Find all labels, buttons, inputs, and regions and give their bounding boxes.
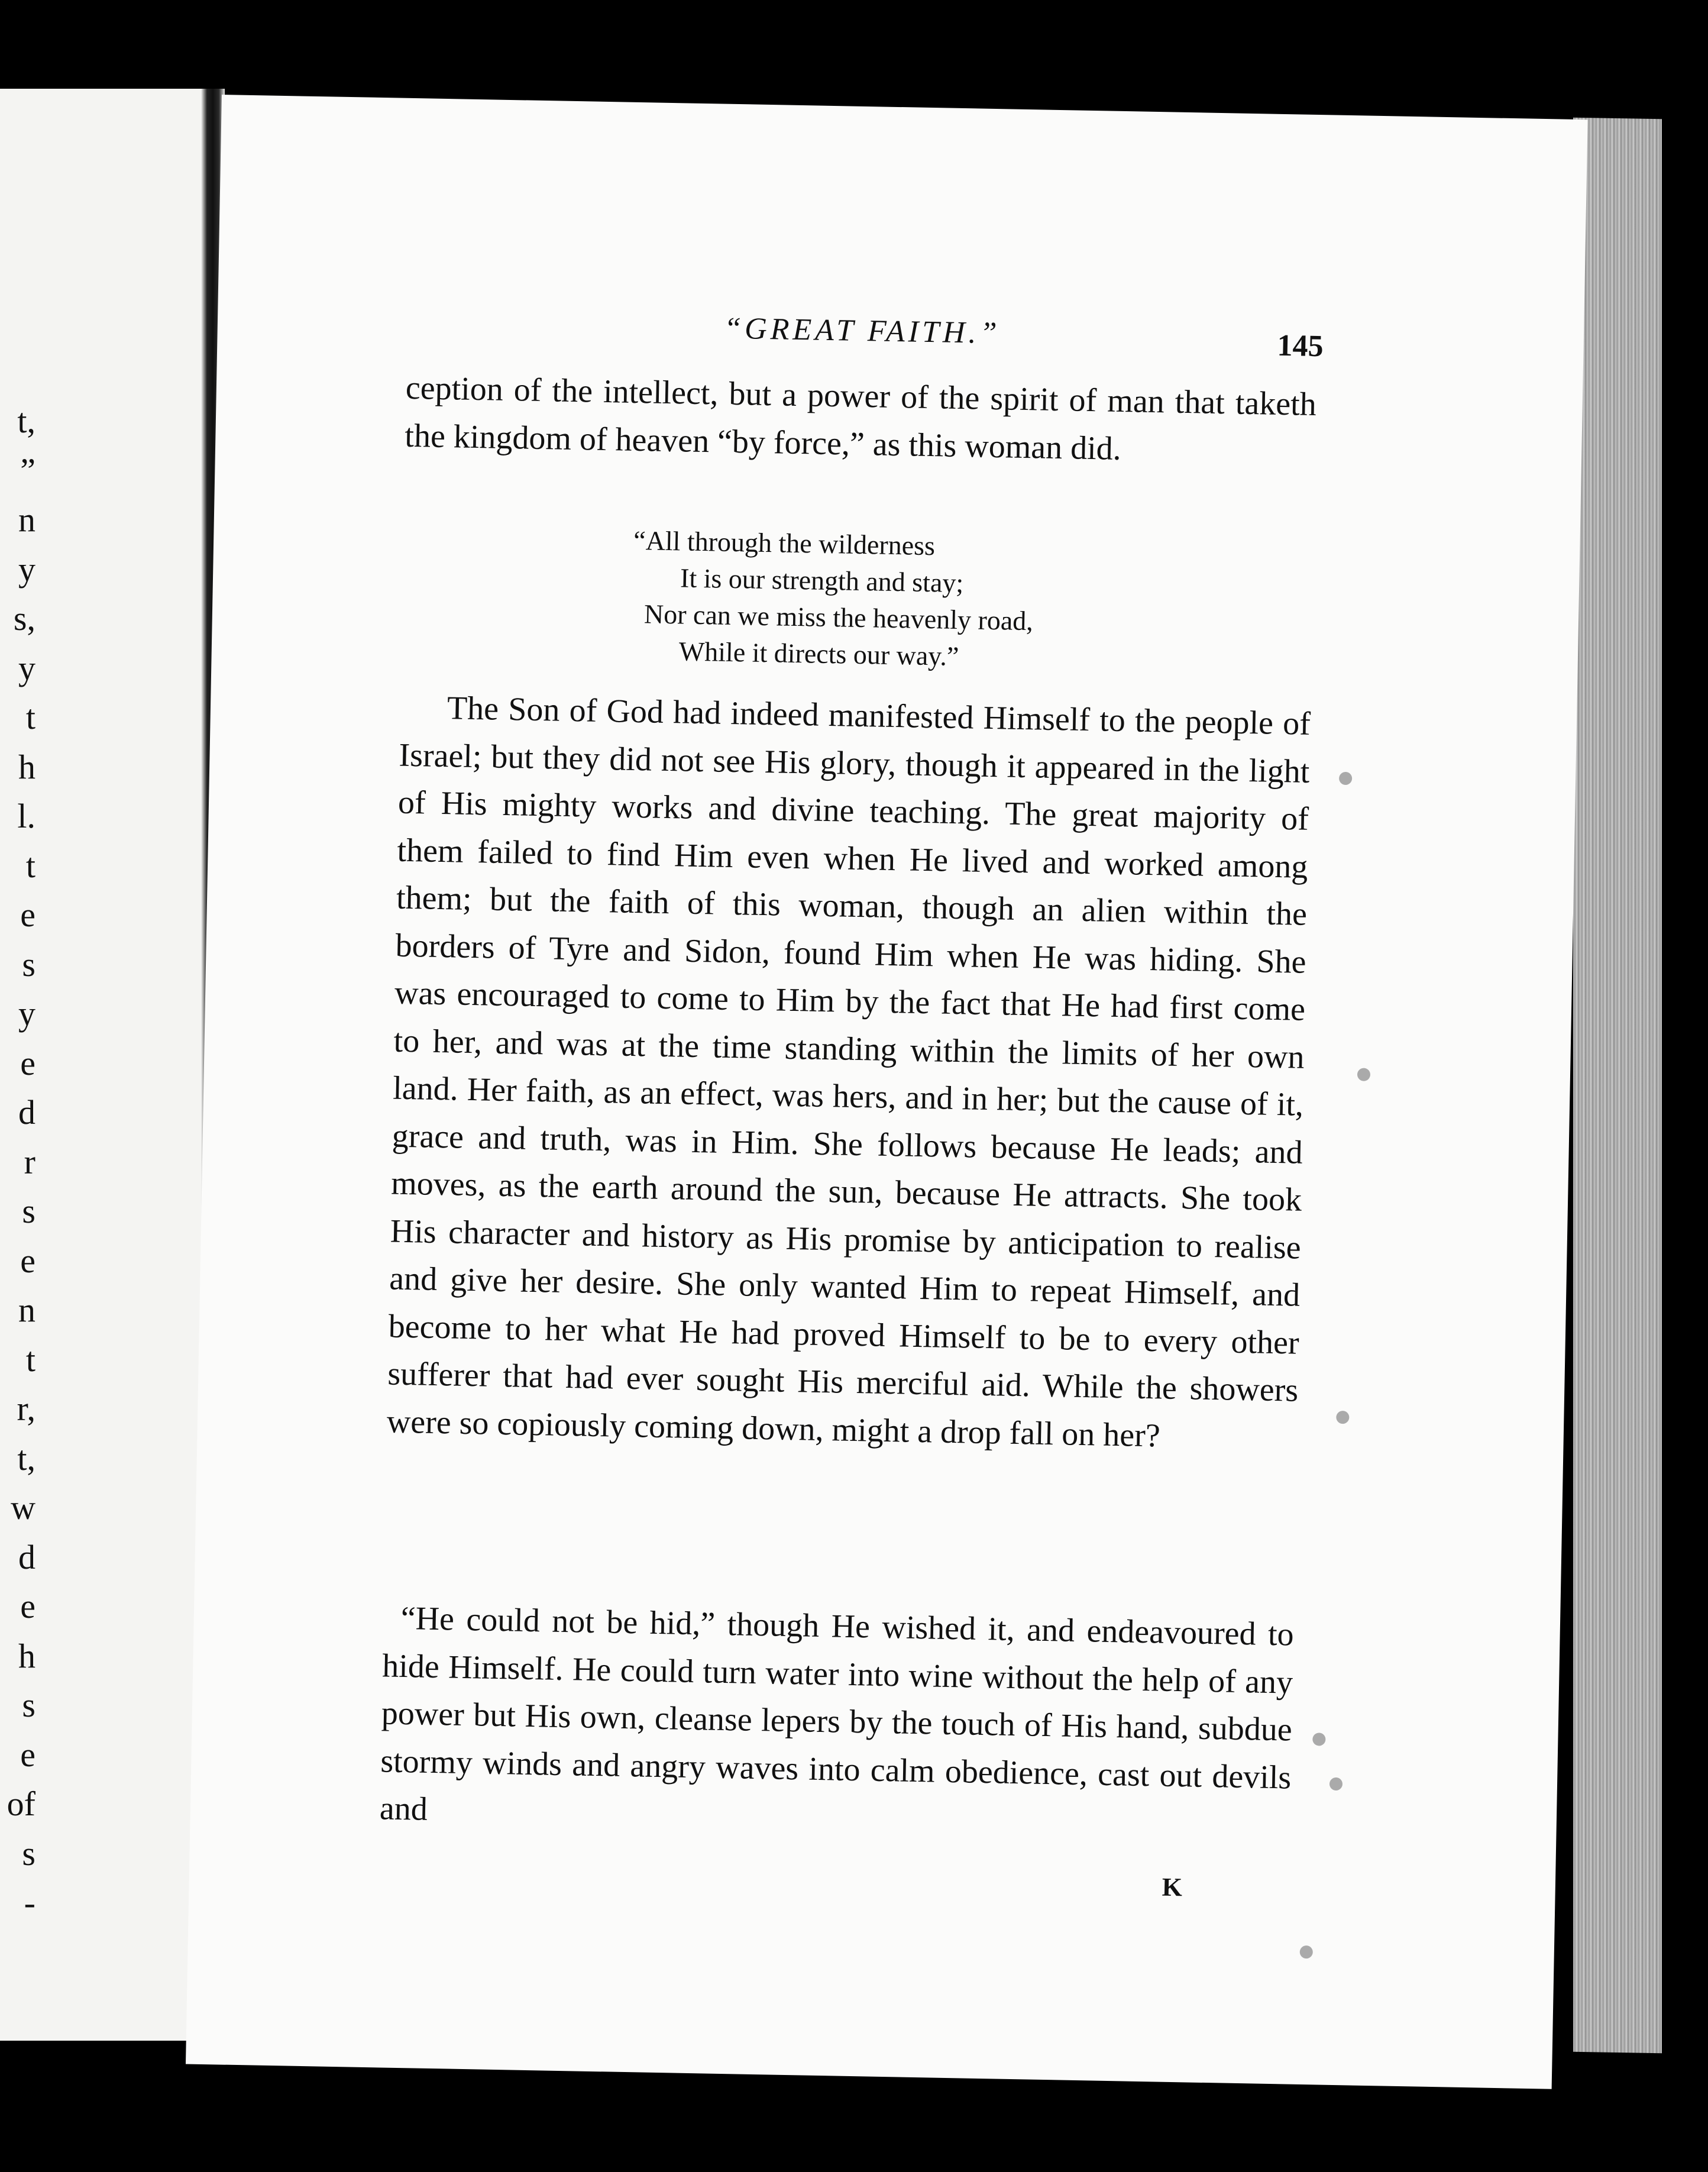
left-edge-fragment: t bbox=[25, 698, 35, 736]
poem-line-3: Nor can we miss the heavenly road, bbox=[643, 599, 1034, 636]
left-edge-fragment: ” bbox=[20, 451, 35, 490]
page-edges bbox=[1573, 118, 1662, 2054]
right-page bbox=[186, 95, 1588, 2089]
left-edge-fragment: w bbox=[11, 1488, 35, 1527]
scan-speck bbox=[1300, 1945, 1313, 1958]
poem-line-4: While it directs our way.” bbox=[678, 636, 959, 671]
left-edge-fragment: s bbox=[22, 1686, 35, 1724]
left-edge-fragment: s bbox=[22, 945, 35, 984]
running-head bbox=[406, 305, 1324, 369]
left-edge-fragment: e bbox=[20, 896, 35, 934]
left-edge-fragment: n bbox=[18, 500, 35, 539]
left-edge-fragment: e bbox=[20, 1241, 35, 1280]
page-number: 145 bbox=[1277, 328, 1324, 364]
left-edge-fragment: e bbox=[20, 1587, 35, 1625]
scan-speck bbox=[1339, 772, 1352, 785]
paragraph-2: The Son of God had indeed manifested Himself to the people of Israel; but they did not see His glory, though it appeared in the light of His mighty works and divine teaching. The great majority of them failed to find Him even when He lived and worked among them; but the faith of this woman, though an alien within the borders of Tyre and Sidon, found Him when He was hiding. She was encouraged to come to Him by the fact that He had first come to her, and was at the time standing within the limits of her own land. Her faith, as an effect, was hers, and in her; but the cause of it, grace and truth, was in Him. She follows because He leads; and moves, as the earth around the sun, because He attracts. She took His character and history as His promise by anticipation to realise and give her desire. She only wanted Him to repeat Himself, and become to her what He had proved Himself to be to every other sufferer that had ever sought His merciful aid. While the showers were so copiously coming down, might a drop fall on her? bbox=[386, 690, 1311, 1454]
left-edge-fragment: e bbox=[20, 1043, 35, 1082]
left-edge-fragment: y bbox=[18, 994, 35, 1033]
running-title: “GREAT FAITH.” bbox=[723, 311, 1001, 351]
scan-speck bbox=[1336, 1411, 1349, 1424]
left-edge-fragment: t bbox=[25, 1340, 35, 1379]
scan-speck bbox=[1312, 1733, 1325, 1746]
left-edge-fragment: y bbox=[18, 648, 35, 687]
left-edge-fragment: r bbox=[24, 1142, 35, 1181]
left-edge-fragment: t bbox=[25, 846, 35, 885]
left-edge-fragment: l. bbox=[17, 797, 35, 835]
left-edge-fragment: h bbox=[18, 747, 35, 786]
left-edge-fragment: d bbox=[18, 1537, 35, 1576]
poem-quote bbox=[400, 518, 1314, 681]
left-edge-fragment: s bbox=[22, 1192, 35, 1230]
left-edge-fragment: h bbox=[18, 1636, 35, 1675]
left-edge-fragment: s, bbox=[13, 599, 35, 638]
left-edge-fragment: - bbox=[24, 1883, 35, 1922]
left-edge-fragment: s bbox=[22, 1834, 35, 1873]
paragraph-1: ception of the intellect, but a power of the spirit of man that taketh the kingdom of heaven “by force,” as this woman did. bbox=[404, 369, 1317, 467]
scan-speck bbox=[1329, 1777, 1343, 1790]
paragraph-3: “He could not be hid,” though He wished it, and endeavoured to hide Himself. He could turn water into wine without the help of any power but His own, cleanse lepers by the touch of His hand, subdue stormy winds and angry waves into calm obedience, cast out devils and bbox=[379, 1599, 1295, 1828]
signature-mark: K bbox=[1162, 1872, 1183, 1902]
poem-line-1: “All through the wilderness bbox=[633, 525, 936, 561]
left-edge-fragment: y bbox=[18, 550, 35, 589]
left-edge-fragment: t, bbox=[17, 1439, 35, 1478]
scan-speck bbox=[1357, 1068, 1370, 1081]
left-edge-fragment: d bbox=[18, 1093, 35, 1132]
left-edge-fragment: r, bbox=[17, 1389, 35, 1428]
left-edge-fragment: n bbox=[18, 1291, 35, 1329]
left-page-edge-text bbox=[0, 396, 35, 1928]
left-edge-fragment: t, bbox=[17, 402, 35, 440]
page-content bbox=[379, 305, 1324, 1902]
left-edge-fragment: of bbox=[7, 1785, 35, 1823]
poem-line-2: It is our strength and stay; bbox=[680, 563, 964, 599]
left-page bbox=[0, 89, 207, 2041]
left-edge-fragment: e bbox=[20, 1735, 35, 1774]
